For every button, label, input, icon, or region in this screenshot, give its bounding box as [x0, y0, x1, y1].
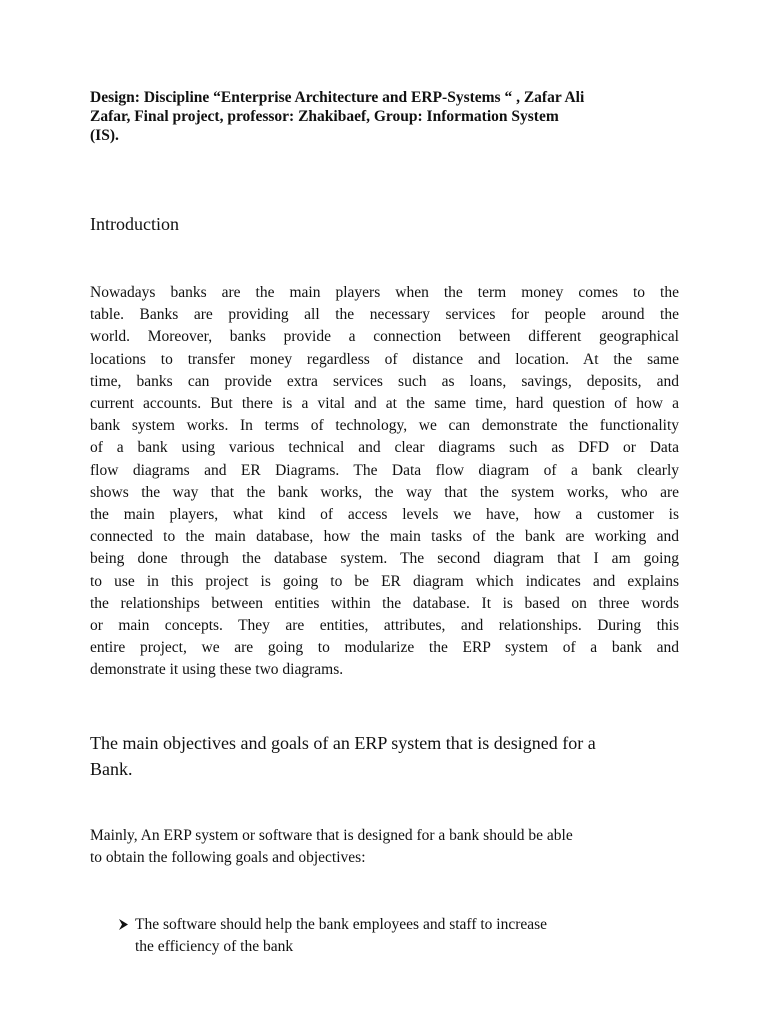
paragraph-line: to use in this project is going to be ER diagram which indicates and explains: [90, 572, 679, 590]
paragraph-line: or main concepts. They are entities, attributes, and relationships. During this: [90, 617, 679, 635]
header-line: Design: Discipline “Enterprise Architecture and ERP-Systems “ , Zafar Ali: [90, 89, 585, 106]
paragraph-line: locations to transfer money regardless of distance and location. At the same: [90, 350, 679, 368]
header-line: Zafar, Final project, professor: Zhakibaef, Group: Information System: [90, 108, 559, 125]
paragraph-line: of a bank using various technical and clear diagrams such as DFD or Data: [90, 439, 679, 457]
paragraph-line: entire project, we are going to modularize the ERP system of a bank and: [90, 639, 679, 657]
paragraph-line: world. Moreover, banks provide a connection between different geographical: [90, 328, 679, 346]
paragraph-line: time, banks can provide extra services such as loans, savings, deposits, and: [90, 372, 679, 390]
paragraph-line: to obtain the following goals and objectives:: [90, 849, 366, 866]
bullet-line: the efficiency of the bank: [135, 938, 294, 955]
paragraph-line: current accounts. But there is a vital and at the same time, hard question of how a: [90, 395, 679, 413]
paragraph-line: connected to the main database, how the main tasks of the bank are working and: [90, 528, 679, 546]
paragraph-line: flow diagrams and ER Diagrams. The Data flow diagram of a bank clearly: [90, 461, 679, 479]
introduction-title: Introduction: [90, 214, 179, 234]
paragraph-line: being done through the database system. The second diagram that I am going: [90, 550, 679, 568]
arrowhead-bullet-glyph: [118, 918, 129, 931]
objectives-title-line: Bank.: [90, 759, 133, 779]
paragraph-line: Nowadays banks are the main players when the term money comes to the: [90, 284, 679, 301]
objectives-title-line: The main objectives and goals of an ERP system that is designed for a: [90, 733, 596, 753]
document-header: [90, 88, 670, 145]
paragraph-line: the relationships between entities within the database. It is based on three words: [90, 594, 679, 612]
paragraph-line: the main players, what kind of access levels we have, how a customer is: [90, 506, 679, 524]
objectives-title: [90, 730, 690, 782]
bullet-text: [135, 914, 547, 958]
paragraph-line: Mainly, An ERP system or software that is designed for a bank should be able: [90, 827, 573, 844]
bullet-line: The software should help the bank employees and staff to increase: [135, 916, 548, 933]
paragraph-line: table. Banks are providing all the necessary services for people around the: [90, 306, 679, 324]
paragraph-line: demonstrate it using these two diagrams.: [90, 661, 344, 679]
header-line: (IS).: [90, 127, 119, 144]
paragraph-line: bank system works. In terms of technology, we can demonstrate the functionality: [90, 417, 679, 435]
introduction-paragraph: [90, 282, 679, 682]
paragraph-line: shows the way that the bank works, the way that the system works, who are: [90, 483, 679, 501]
objectives-intro-paragraph: [90, 825, 573, 869]
